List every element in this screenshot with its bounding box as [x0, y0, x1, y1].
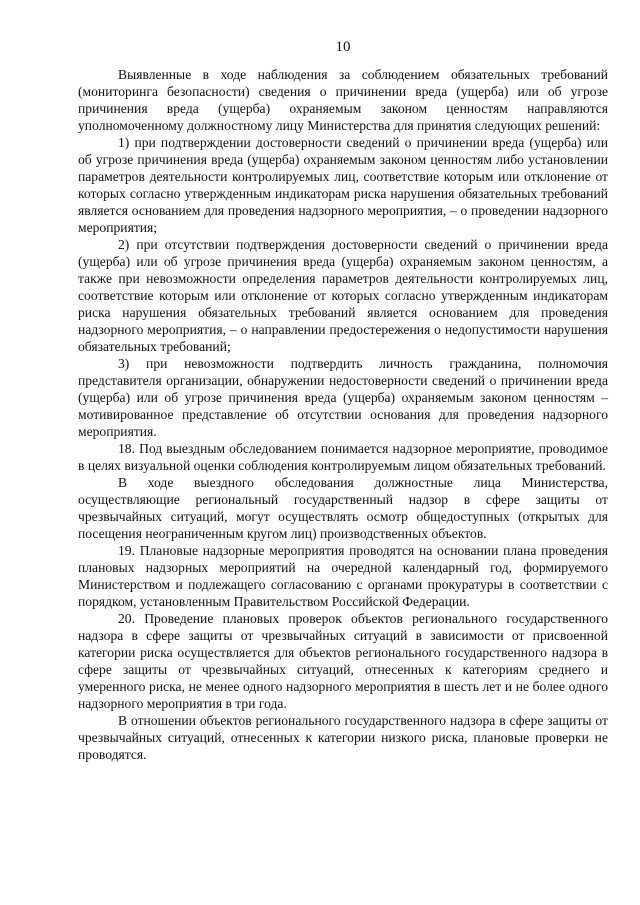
paragraph-monitoring-findings: Выявленные в ходе наблюдения за соблюдением обязательных требований (мониторинга безопасности) сведения о причинении вреда (ущерба) или об угрозе причинения вреда (ущерба) охраняемым законом ценностям направляются уполномоченному должностному лицу Министерства для принятия следующих решений: [78, 67, 608, 133]
paragraph-clause-19: 19. Плановые надзорные мероприятия проводятся на основании плана проведения плановых надзорных мероприятий на очередной календарный год, формируемого Министерством и подлежащего согласованию с органами прокуратуры в соответствии с порядком, установленным Правительством Российской Федерации. [78, 543, 608, 609]
paragraph-decision-3: 3) при невозможности подтвердить личность гражданина, полномочия представителя организации, обнаружении недостоверности сведений о причинении вреда (ущерба) или об угрозе причинения вреда (ущерба) охраняемым законом ценностям – мотивированное представление об отсутствии основания для проведения надзорного мероприятия. [78, 356, 608, 439]
page-number: 10 [335, 39, 351, 55]
paragraph-clause-20: 20. Проведение плановых проверок объектов регионального государственного надзора в сфере защиты от чрезвычайных ситуаций в зависимости от присвоенной категории риска осуществляется для объектов регионального государственного надзора в сфере защиты от чрезвычайных ситуаций, отнесенных к категориям среднего и умеренного риска, не менее одного надзорного мероприятия в шесть лет и не более одного надзорного мероприятия в три года. [78, 611, 608, 711]
paragraph-decision-1: 1) при подтверждении достоверности сведений о причинении вреда (ущерба) или об угрозе причинения вреда (ущерба) охраняемым законом ценностям либо установлении параметров деятельности контролируемых лиц, соответствие которым или отклонение от которых согласно утвержденным индикаторам риска нарушения обязательных требований является основанием для проведения надзорного мероприятия, – о проведении надзорного мероприятия; [78, 135, 608, 235]
document-page [78, 38, 608, 763]
paragraph-clause-18: 18. Под выездным обследованием понимается надзорное мероприятие, проводимое в целях визуальной оценки соблюдения контролируемым лицом обязательных требований. [78, 441, 608, 473]
paragraph-decision-2: 2) при отсутствии подтверждения достоверности сведений о причинении вреда (ущерба) или об угрозе причинения вреда (ущерба) охраняемым законом ценностям, а также при невозможности определения параметров деятельности контролируемых лиц, соответствие которым или отклонение от которых согласно утвержденным индикаторам риска нарушения обязательных требований является основанием для проведения надзорного мероприятия, – о направлении предостережения о недопустимости нарушения обязательных требований; [78, 237, 608, 354]
paragraph-low-risk: В отношении объектов регионального государственного надзора в сфере защиты от чрезвычайных ситуаций, отнесенных к категории низкого риска, плановые проверки не проводятся. [78, 713, 608, 762]
paragraph-clause-18-inspection: В ходе выездного обследования должностные лица Министерства, осуществляющие региональный государственный надзор в сфере защиты от чрезвычайных ситуаций, могут осуществлять осмотр общедоступных (открытых для посещения неограниченным кругом лиц) производственных объектов. [78, 475, 608, 541]
